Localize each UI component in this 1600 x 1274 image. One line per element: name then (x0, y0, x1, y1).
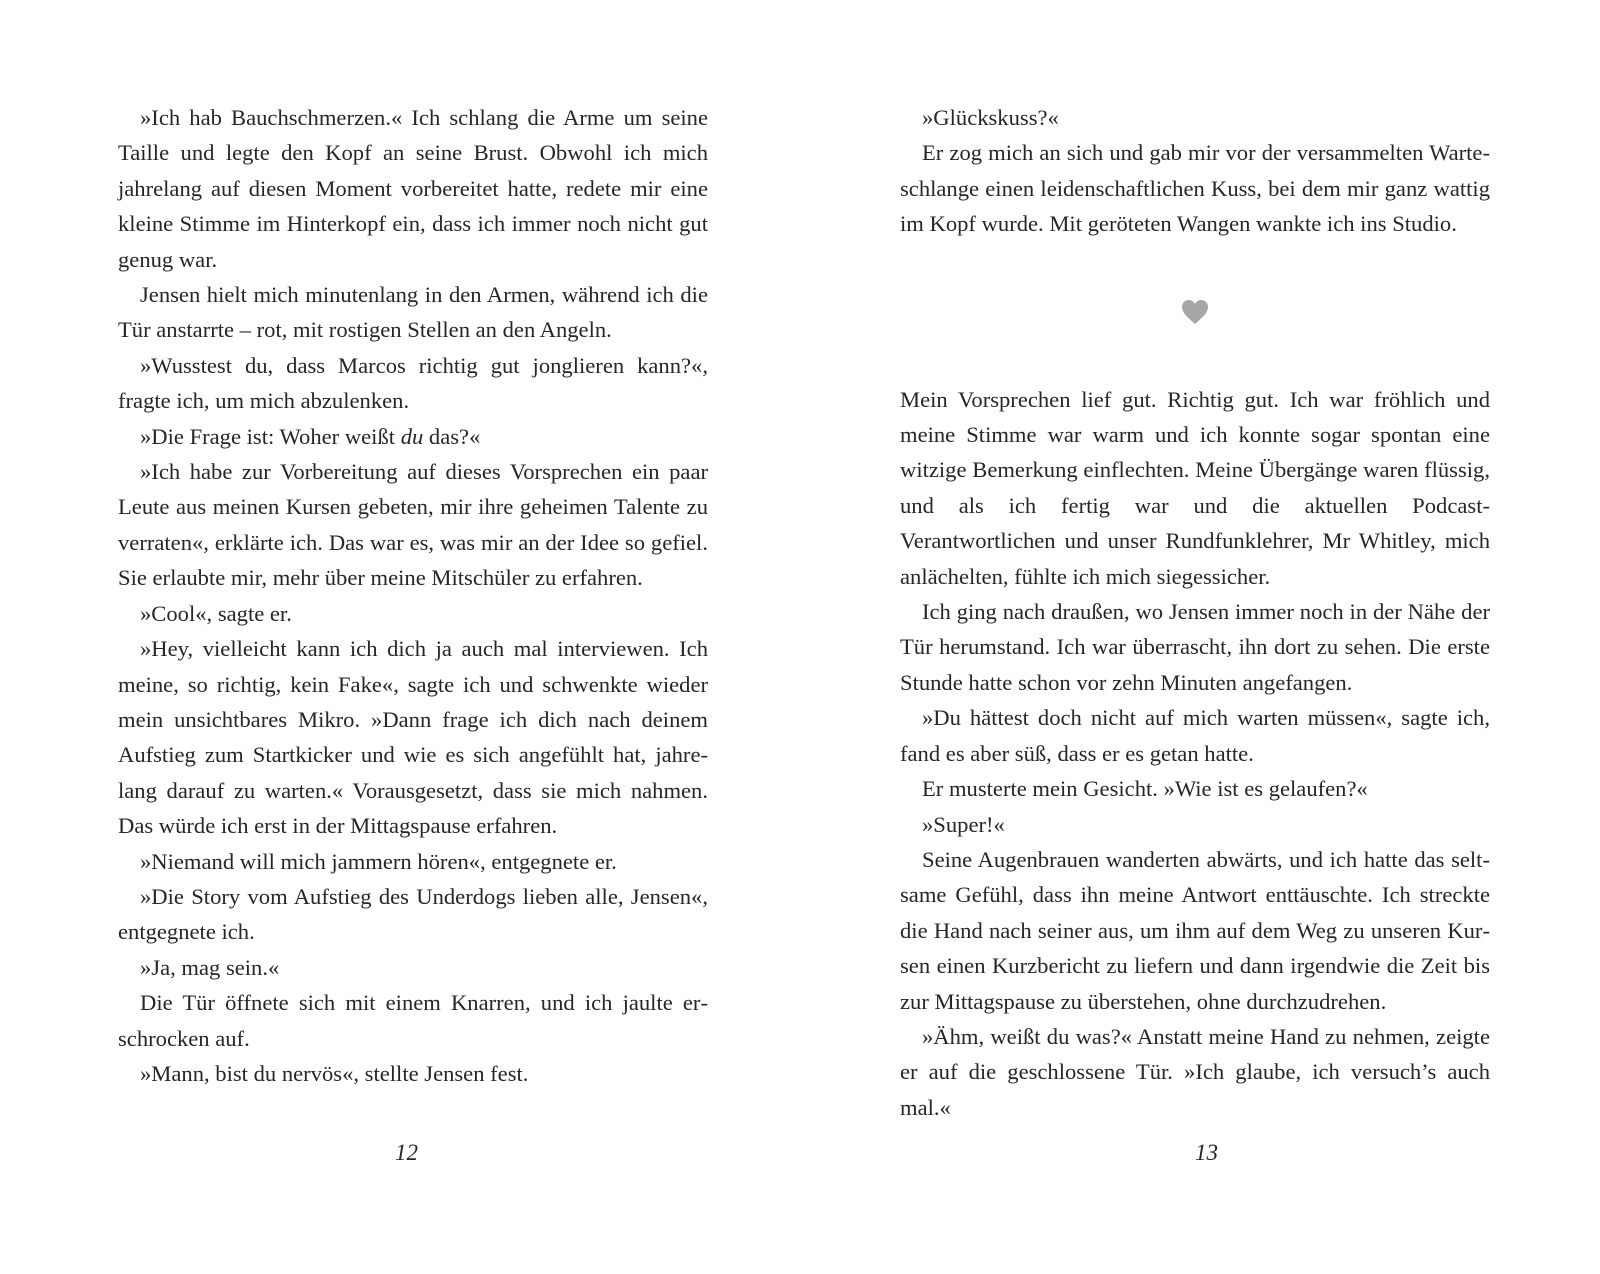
section-separator (900, 242, 1490, 382)
paragraph: »Ich habe zur Vorbereitung auf dieses Vorsprechen ein paar Leute aus meinen Kursen gebeten, mir ihre geheimen Talente zu verraten«, erklärte ich. Das war es, was mir an der Idee so gefiel. Sie erlaubte mir, mehr über meine Mitschüler zu erfahren. (118, 459, 708, 591)
page-number-right: 13 (1195, 1140, 1218, 1165)
paragraph: »Super!« (922, 811, 1005, 837)
page-number-left: 12 (395, 1140, 418, 1165)
paragraph: Er musterte mein Gesicht. »Wie ist es gelaufen?« (922, 776, 1368, 802)
paragraph: »Die Story vom Aufstieg des Underdogs lieben alle, Jensen«, entgegnete ich. (118, 883, 708, 945)
paragraph: »Ich hab Bauchschmerzen.« Ich schlang die Arme um seine Taille und legte den Kopf an seine Brust. Obwohl ich mich jahrelang auf diesen Moment vorbereitet hatte, redete mir eine kleine Stimme im Hinterkopf ein, dass ich immer noch nicht gut genug war. (118, 105, 708, 272)
paragraph: Mein Vorsprechen lief gut. Richtig gut. Ich war fröhlich und meine Stimme war warm und ich konnte sogar spontan eine witzige Bemerkung einflechten. Meine Übergänge waren flüssig, und als ich fertig war und die aktuellen Podcast-Verantwortlichen und unser Rundfunklehrer, Mr Whitley, mich anlächelten, fühlte ich mich siegessicher. (900, 386, 1490, 589)
right-text-column (900, 100, 1490, 1125)
paragraph: Ich ging nach draußen, wo Jensen immer noch in der Nähe der Tür herumstand. Ich war überrascht, ihn dort zu sehen. Die erste Stunde hatte schon vor zehn Minuten angefangen. (900, 599, 1490, 695)
paragraph: »Du hättest doch nicht auf mich warten müssen«, sagte ich, fand es aber süß, dass er es getan hatte. (900, 705, 1490, 766)
paragraph: Jensen hielt mich minutenlang in den Armen, während ich die Tür anstarrte – rot, mit rostigen Stellen an den Angeln. (118, 282, 708, 343)
paragraph: »Cool«, sagte er. (140, 600, 292, 626)
heart-icon (1181, 299, 1209, 325)
left-text-column (118, 100, 708, 1091)
paragraph: Die Tür öffnete sich mit einem Knarren, und ich jaulte erschrocken auf. (118, 990, 708, 1051)
right-page (800, 0, 1600, 1274)
paragraph: »Ja, mag sein.« (140, 954, 280, 980)
paragraph: »Glückskuss?« (922, 105, 1059, 130)
paragraph: Seine Augenbrauen wanderten abwärts, und ich hatte das seltsame Gefühl, dass ihn meine Antwort enttäuschte. Ich streckte die Hand nach seiner aus, um ihm auf dem Weg zu unseren Kursen einen Kurzbericht zu liefern und dann irgendwie die Zeit bis zur Mittagspause zu überstehen, ohne durchzudrehen. (900, 846, 1490, 1014)
paragraph: »Ähm, weißt du was?« Anstatt meine Hand zu nehmen, zeigte er auf die geschlossene Tür. »Ich glaube, ich versuch’s auch mal.« (900, 1023, 1490, 1120)
paragraph: »Niemand will mich jammern hören«, entgegnete er. (140, 848, 617, 874)
paragraph: »Mann, bist du nervös«, stellte Jensen fest. (140, 1060, 529, 1086)
paragraph: »Hey, vielleicht kann ich dich ja auch mal interviewen. Ich meine, so richtig, kein Fake«, sagte ich und schwenkte wieder mein unsichtbares Mikro. »Dann frage ich dich nach deinem Aufstieg zum Startkicker und wie es sich angefühlt hat, jahrelang darauf zu warten.« Vorausgesetzt, dass sie mich nahmen. Das würde ich erst in der Mittagspause erfahren. (118, 636, 708, 839)
paragraph: Er zog mich an sich und gab mir vor der versammelten Warteschlange einen leidenschaftlichen Kuss, bei dem mir ganz wattig im Kopf wurde. Mit geröteten Wangen wankte ich ins Studio. (900, 140, 1490, 237)
paragraph-with-italic: »Die Frage ist: Woher weißt du das?« (140, 423, 481, 449)
emphasized-word: du (400, 423, 424, 449)
paragraph: »Wusstest du, dass Marcos richtig gut jonglieren kann?«, fragte ich, um mich abzulenken. (118, 352, 708, 414)
